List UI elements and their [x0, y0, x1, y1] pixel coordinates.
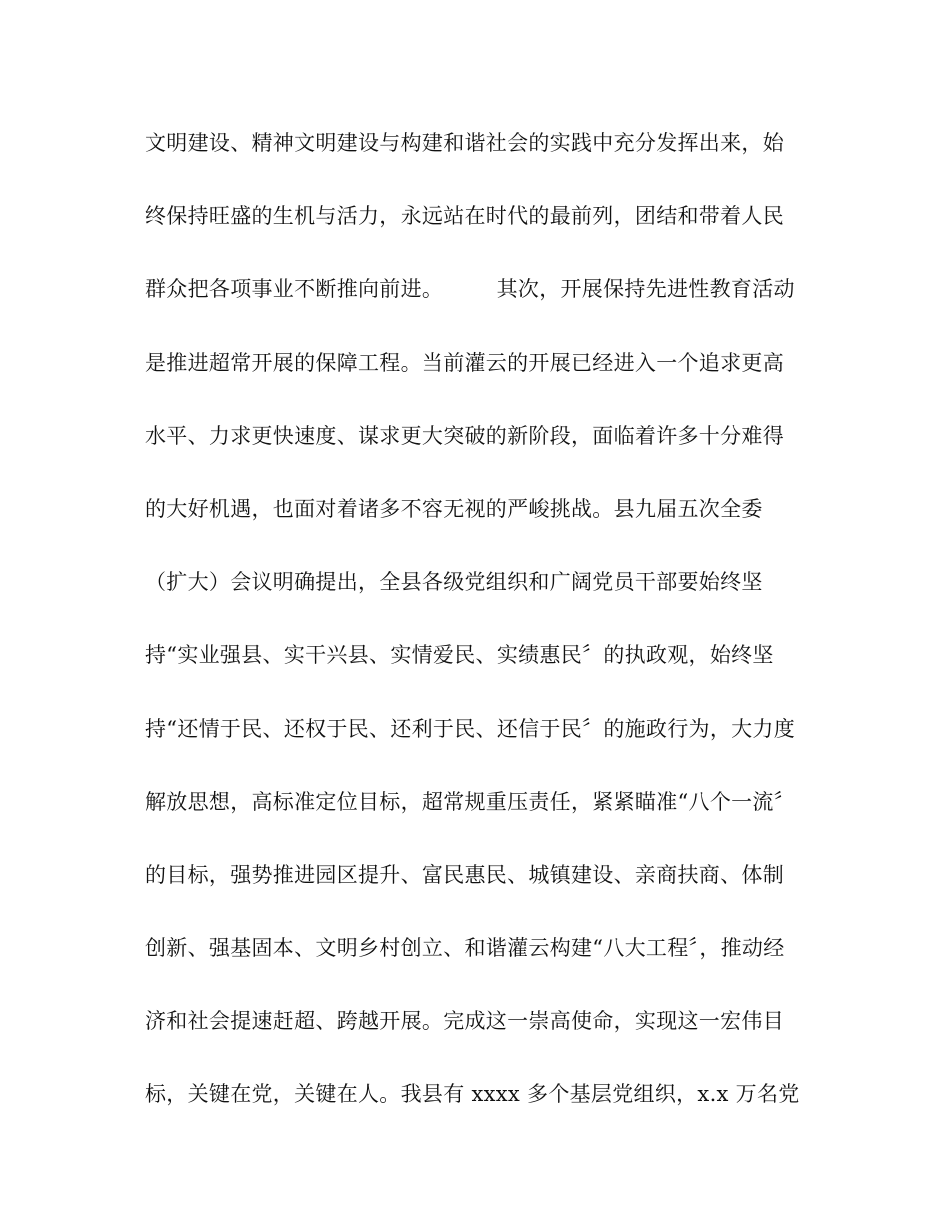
text-line: （扩大）会议明确提出，全县各级党组织和广阔党员干部要始终坚 — [145, 570, 763, 595]
text-line: 持“还情于民、还权于民、还利于民、还信于民〞的施政行为，大力度 — [145, 716, 796, 741]
body-text — [145, 123, 815, 1148]
text-line: 水平、力求更快速度、谋求更大突破的新阶段，面临着许多十分难得 — [145, 423, 784, 448]
text-line: 创新、强基固本、文明乡村创立、和谐灌云构建“八大工程〞，推动经 — [145, 936, 785, 961]
text-line: 文明建设、精神文明建设与构建和谐社会的实践中充分发挥出来，始 — [145, 131, 784, 155]
text-line: 的大好机遇，也面对着诸多不容无视的严峻挑战。县九届五次全委 — [145, 496, 763, 521]
text-line: 持“实业强县、实干兴县、实情爱民、实绩惠民〞的执政观，始终坚 — [145, 643, 774, 668]
text-line: 济和社会提速赶超、跨越开展。完成这一崇高使命，实现这一宏伟目 — [145, 1009, 784, 1034]
text-line: 标，关键在党，关键在人。我县有 xxxx 多个基层党组织，x.x 万名党 — [145, 1082, 800, 1107]
text-line: 群众把各项事业不断推向前进。 其次，开展保持先进性教育活动 — [145, 277, 795, 302]
text-line: 是推进超常开展的保障工程。当前灌云的开展已经进入一个追求更高 — [145, 350, 784, 375]
text-line: 终保持旺盛的生机与活力，永远站在时代的最前列，团结和带着人民 — [145, 204, 784, 229]
text-line: 解放思想，高标准定位目标，超常规重压责任，紧紧瞄准“八个一流〞 — [145, 789, 796, 814]
text-line: 的目标，强势推进园区提升、富民惠民、城镇建设、亲商扶商、体制 — [145, 862, 784, 887]
